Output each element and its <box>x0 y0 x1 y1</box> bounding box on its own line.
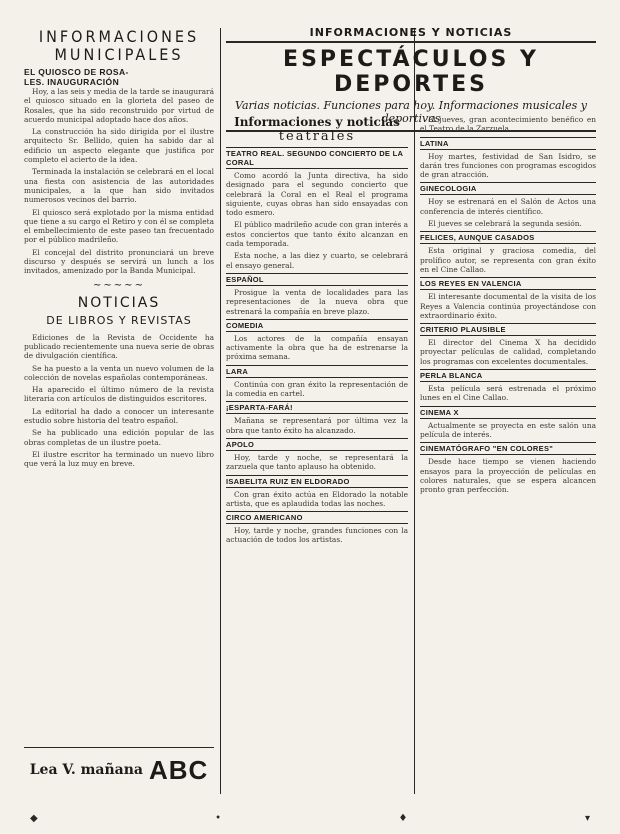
article-subhead: TEATRO REAL. SEGUNDO CONCIERTO DE LA CORAL <box>226 147 408 169</box>
paragraph: Ha aparecido el último número de la revista literaria con artículos de distinguidos escritores. <box>24 385 214 404</box>
heading-line: NOTICIAS <box>77 294 161 311</box>
article-body <box>226 416 408 435</box>
banner-title: ESPECTÁCULOS Y DEPORTES <box>283 47 539 97</box>
paragraph: El concejal del distrito pronunciará un breve discurso y después se servirá un lunch a los invitados, amenizado por la Banda Municipal. <box>24 247 214 276</box>
paragraph: El jueves se celebrará la segunda sesión. <box>428 219 582 229</box>
article-subhead: CINEMATÓGRAFO "EN COLORES" <box>420 442 596 455</box>
paragraph: Como acordó la Junta directiva, ha sido designado para el segundo concierto que celebrará la Coral en el Real el programa siguiente, cuyas obras han sido ensayadas con todo esmero. <box>226 171 408 218</box>
article-body <box>226 490 408 509</box>
article-subhead: CRITERIO PLAUSIBLE <box>420 323 596 336</box>
column-title: Informaciones y noticias <box>234 115 400 129</box>
article-body <box>420 292 596 320</box>
registration-mark-icon: ♦ <box>398 813 408 824</box>
column-divider <box>220 28 221 794</box>
middle-column <box>226 115 408 794</box>
paragraph: Esta noche, a las diez y cuarto, se celebrará el ensayo general. <box>226 251 408 270</box>
article-body <box>24 87 214 276</box>
ad-text: Lea V. mañana <box>29 762 143 778</box>
article-body <box>226 288 408 316</box>
article-subhead: LARA <box>226 365 408 378</box>
section-heading <box>24 295 214 329</box>
paragraph: Mañana se representará por última vez la obra que tanto éxito ha alcanzado. <box>226 416 408 435</box>
article-body <box>226 334 408 362</box>
article-subhead: PERLA BLANCA <box>420 369 596 382</box>
article-subhead: ISABELITA RUIZ EN ELDORADO <box>226 475 408 488</box>
paragraph: Se ha publicado una edición popular de las obras completas de un ilustre poeta. <box>24 428 214 447</box>
article-subhead: ESPAÑOL <box>226 273 408 286</box>
paragraph: Prosigue la venta de localidades para las representaciones de la nueva obra que estrenará la compañía en breve plazo. <box>226 287 408 316</box>
registration-marks <box>0 813 620 824</box>
paragraph: Hoy, tarde y noche, grandes funciones con la actuación de todos los artistas. <box>226 526 408 545</box>
article-subhead: LATINA <box>420 137 596 150</box>
article-subhead: APOLO <box>226 438 408 451</box>
article-subhead: FELICES, AUNQUE CASADOS <box>420 231 596 244</box>
left-column <box>24 28 214 798</box>
paragraph: El jueves, gran acontecimiento benéfico en el Teatro de la Zarzuela. <box>420 115 596 134</box>
ornament-divider: ∼∼∼∼∼ <box>93 279 145 291</box>
banner-header: INFORMACIONES Y NOTICIAS <box>226 26 596 43</box>
article-subhead: GINECOLOGIA <box>420 182 596 195</box>
paragraph: Terminada la instalación se celebrará en el local una fiesta con asistencia de las autoridades municipales, a la que han sido invitados numerosos vecinos del barrio. <box>24 167 214 205</box>
article-subhead: COMEDIA <box>226 319 408 332</box>
paragraph: El ilustre escritor ha terminado un nuevo libro que verá la luz muy en breve. <box>24 449 214 469</box>
article-body <box>24 333 214 469</box>
article-body <box>420 246 596 274</box>
registration-mark-icon: • <box>215 813 222 824</box>
column-divider <box>414 28 415 794</box>
article-subhead: CINEMA X <box>420 406 596 419</box>
article-body <box>420 384 596 403</box>
article-subhead: LES. INAUGURACIÓN <box>24 77 120 87</box>
registration-mark-icon: ◆ <box>30 813 38 824</box>
article-body <box>420 338 596 366</box>
paragraph: Esta película será estrenada el próximo lunes en el Cine Callao. <box>420 384 596 403</box>
paragraph: El público madrileño acude con gran interés a estos conciertos que tanto éxito alcanzan en cada temporada. <box>226 220 408 249</box>
article-subhead: CIRCO AMERICANO <box>226 511 408 524</box>
article-subhead: ¡ESPARTA-FARÁ! <box>226 401 408 414</box>
article-body <box>226 526 408 545</box>
right-column <box>420 115 596 794</box>
article-body <box>420 421 596 440</box>
section-heading <box>24 28 214 64</box>
heading-line: MUNICIPALES <box>54 45 184 64</box>
article-subhead: LOS REYES EN VALENCIA <box>420 277 596 290</box>
paragraph: Ediciones de la Revista de Occidente ha publicado recientemente una nueva serie de obras de divulgación científica. <box>24 332 214 361</box>
paragraph: Hoy, tarde y noche, se representará la zarzuela que tanto aplauso ha obtenido. <box>226 452 408 472</box>
article-body <box>226 171 408 270</box>
advertisement <box>24 747 214 792</box>
paragraph: Hoy, a las seis y media de la tarde se inaugurará el quiosco situado en la glorieta del paseo de Rosales, que ha sido reconstruido por virtud de acuerdo municipal adoptado hace dos años. <box>24 87 214 124</box>
paragraph: Desde hace tiempo se vienen haciendo ensayos para la proyección de películas en colores naturales, que se espera alcancen pronto gran perfección. <box>420 457 596 495</box>
paragraph: Se ha puesto a la venta un nuevo volumen de la colección de novelas españolas contemporáneas. <box>24 363 214 382</box>
paragraph: Los actores de la compañía ensayan activamente la obra que ha de estrenarse la próxima semana. <box>226 333 408 362</box>
registration-mark-icon: ▾ <box>584 813 590 824</box>
paragraph: Hoy martes, festividad de San Isidro, se darán tres funciones con programas escogidos de gran atracción. <box>420 151 596 180</box>
article-body <box>420 115 596 134</box>
article-body <box>226 453 408 472</box>
paragraph: Esta original y graciosa comedia, del prolífico autor, se representa con gran éxito en el Cine Callao. <box>420 246 596 274</box>
article-subhead: EL QUIOSCO DE ROSA- <box>24 67 129 77</box>
paragraph: Hoy se estrenará en el Salón de Actos una conferencia de interés científico. <box>420 197 596 216</box>
ad-brand-logo: ABC <box>148 754 209 785</box>
paragraph: La editorial ha dado a conocer un interesante estudio sobre historia del teatro español. <box>24 406 214 426</box>
banner-subtitle: Varias noticias. Funciones para hoy. Informaciones musicales y deportivas <box>235 99 587 125</box>
paragraph: Actualmente se proyecta en este salón una película de interés. <box>420 420 596 439</box>
article-body <box>420 152 596 180</box>
article-body <box>420 457 596 494</box>
paragraph: La construcción ha sido dirigida por el ilustre arquitecto Sr. Bellido, quien ha sabido dar al edificio un aspecto elegante que justifica por completo el acierto de la idea. <box>24 127 214 165</box>
paragraph: Continúa con gran éxito la representación de la comedia en cartel. <box>226 379 408 399</box>
column-subtitle: teatrales <box>278 129 356 144</box>
heading-line: DE LIBROS Y REVISTAS <box>46 313 192 327</box>
paragraph: Con gran éxito actúa en Eldorado la notable artista, que es aplaudida todas las noches. <box>226 489 408 508</box>
article-body <box>420 197 596 228</box>
heading-line: INFORMACIONES <box>38 28 200 46</box>
paragraph: El quiosco será explotado por la misma entidad que tiene a su cargo el Retiro y con él se completa el embellecimiento de este paseo tan frecuentado por el público madrileño. <box>24 207 214 245</box>
paragraph: El interesante documental de la visita de los Reyes a Valencia continúa proyectándose con extraordinario éxito. <box>420 292 596 320</box>
article-body <box>226 380 408 399</box>
paragraph: El director del Cinema X ha decidido proyectar películas de calidad, completando los programas con excelentes documentales. <box>420 338 596 366</box>
